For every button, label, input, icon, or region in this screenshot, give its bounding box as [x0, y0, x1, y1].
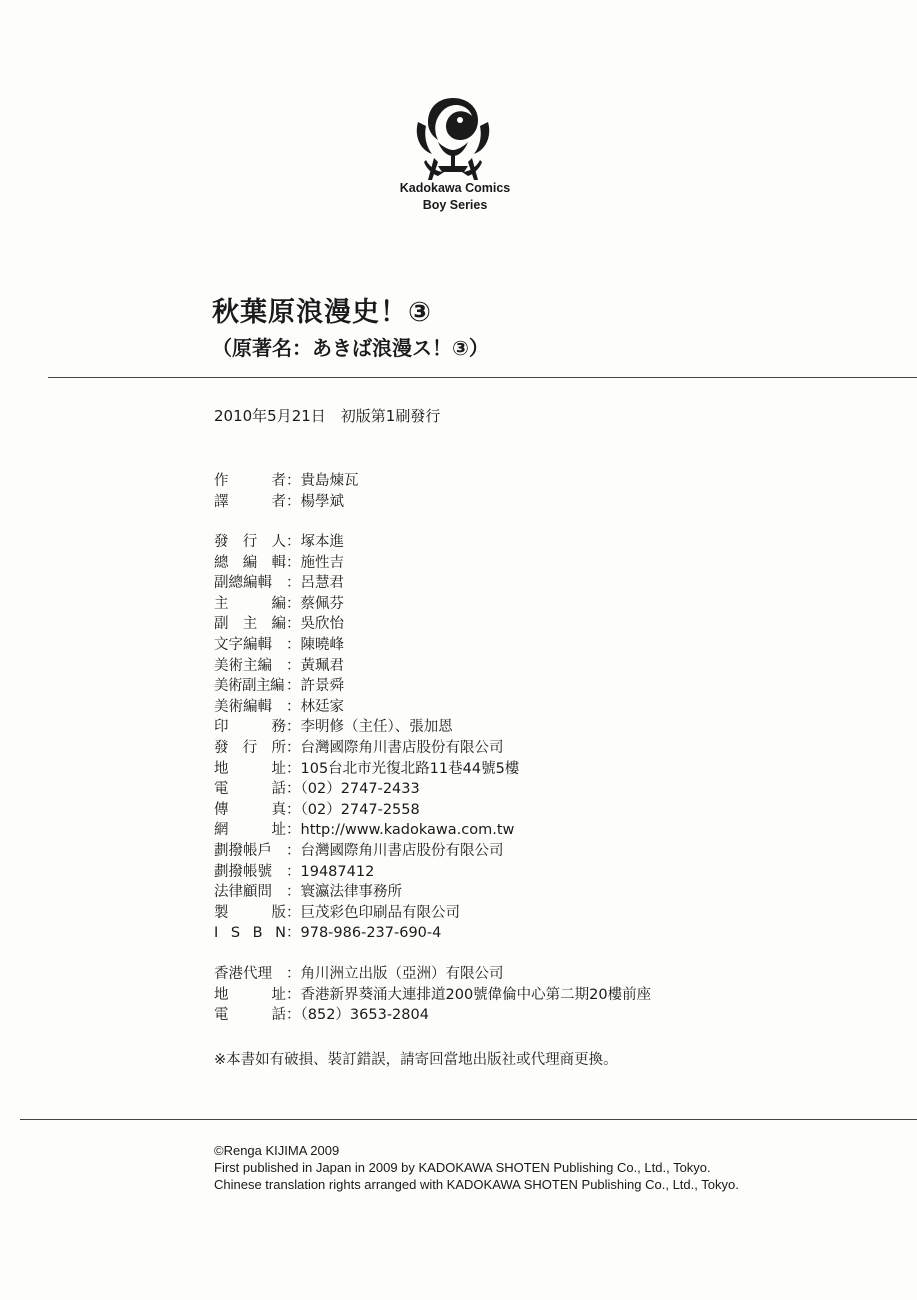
colophon-row	[214, 656, 519, 677]
colophon-row	[214, 759, 519, 780]
row-label-part: 傳	[214, 801, 229, 818]
row-label-part: 美術編輯	[214, 698, 272, 715]
colophon-row	[214, 635, 519, 656]
row-value: ：黃珮君	[286, 657, 344, 674]
row-label-part: 地	[214, 986, 229, 1003]
row-label-part: 作	[214, 473, 229, 489]
row-label-part: 發	[214, 534, 229, 550]
series-label	[380, 180, 530, 214]
colophon-row	[214, 676, 519, 697]
row-label-part: 香港代理	[214, 966, 272, 982]
colophon-row	[214, 738, 519, 759]
row-label	[214, 903, 286, 924]
row-value: ：台灣國際角川書店股份有限公司	[286, 842, 504, 859]
row-value: ：吳欣怡	[286, 616, 344, 633]
colophon-row	[214, 862, 519, 883]
row-label-part: 主	[242, 616, 258, 633]
divider-bottom	[20, 1119, 917, 1120]
row-label	[214, 923, 286, 944]
colophon-row	[214, 841, 519, 862]
row-label	[214, 1005, 286, 1026]
return-note: ※本書如有破損、裝訂錯誤，請寄回當地出版社或代理商更換。	[214, 1052, 618, 1068]
row-label	[214, 532, 286, 553]
row-value: ：許景舜	[286, 678, 344, 695]
row-label-part: 編	[271, 616, 286, 633]
colophon-row	[214, 964, 651, 985]
phoenix-logo-icon	[408, 92, 498, 184]
row-label	[214, 738, 286, 759]
row-value: ：寰瀛法律事務所	[286, 884, 402, 901]
edition-date: 2010年5月21日 初版第1刷發行	[214, 407, 441, 425]
row-label-part: 發	[214, 739, 229, 756]
row-label	[214, 759, 286, 780]
copyright-block	[214, 1142, 739, 1193]
row-value: ：施性吉	[286, 554, 344, 571]
divider-top	[48, 377, 917, 378]
colophon-row	[214, 614, 519, 635]
colophon-row	[214, 903, 519, 924]
row-value: ：（02）2747-2558	[286, 801, 420, 818]
original-title: （原著名：あきば浪漫ス！③）	[212, 336, 489, 360]
row-label-part: 劃撥帳號	[214, 863, 272, 880]
colophon-row	[214, 532, 519, 553]
staff-block	[214, 532, 519, 944]
row-value: ：http://www.kadokawa.com.tw	[286, 822, 515, 839]
row-label	[214, 676, 286, 697]
row-label-part: 話	[271, 1007, 286, 1024]
row-value: ：19487412	[286, 863, 375, 880]
row-label	[214, 614, 286, 635]
row-label-part: 電	[214, 1007, 229, 1024]
row-label-part: 劃撥帳戶	[214, 842, 272, 859]
row-label-part: 文字編輯	[214, 636, 272, 653]
row-value: ：（02）2747-2433	[286, 781, 420, 798]
row-value: ：塚本進	[286, 534, 344, 550]
row-label	[214, 656, 286, 677]
row-label	[214, 492, 286, 513]
copyright-line: Chinese translation rights arranged with KADOKAWA SHOTEN Publishing Co., Ltd., Tokyo.	[214, 1177, 739, 1192]
colophon-row	[214, 985, 651, 1006]
row-label-part: 真	[271, 801, 286, 818]
row-label-part: 行	[242, 534, 258, 550]
row-label-part: 法律顧問	[214, 884, 272, 901]
colophon-row	[214, 717, 519, 738]
row-value: ：楊學斌	[286, 493, 344, 510]
book-title: 秋葉原浪漫史！③	[212, 297, 432, 328]
colophon-row	[214, 882, 519, 903]
colophon-row	[214, 594, 519, 615]
row-label-part: S	[230, 925, 241, 942]
row-label-part: B	[252, 925, 263, 942]
row-label-part: 址	[271, 986, 286, 1003]
row-value: ：台灣國際角川書店股份有限公司	[286, 739, 504, 756]
row-label	[214, 882, 286, 903]
row-label	[214, 471, 286, 492]
credits-block	[214, 471, 359, 512]
colophon-row	[214, 820, 519, 841]
row-label-part: 副總編輯	[214, 575, 272, 592]
row-label-part: 主	[214, 595, 229, 612]
colophon-row	[214, 779, 519, 800]
row-label-part: I	[214, 925, 219, 942]
row-value: ：蔡佩芬	[286, 595, 344, 612]
series-line-1: Kadokawa Comics	[399, 181, 511, 195]
row-label	[214, 594, 286, 615]
colophon-row	[214, 492, 359, 513]
colophon-row	[214, 1005, 651, 1026]
row-label	[214, 573, 286, 594]
row-label-part: 址	[271, 760, 286, 777]
row-label-part: 所	[271, 739, 286, 756]
copyright-line: First published in Japan in 2009 by KADOKAWA SHOTEN Publishing Co., Ltd., Tokyo.	[214, 1160, 711, 1175]
row-label-part: 版	[271, 904, 286, 921]
row-label-part: 譯	[214, 493, 229, 510]
row-value: ：（852）3653-2804	[286, 1007, 429, 1024]
colophon-row	[214, 471, 359, 492]
colophon-row	[214, 923, 519, 944]
row-label-part: 地	[214, 760, 229, 777]
row-value: ：林廷家	[286, 698, 344, 715]
row-label-part: 製	[214, 904, 229, 921]
row-label-part: 網	[214, 822, 229, 839]
row-label	[214, 964, 286, 985]
row-label-part: 務	[271, 719, 286, 736]
row-label-part: 者	[271, 493, 286, 510]
series-line-2: Boy Series	[422, 198, 488, 212]
row-label-part: 話	[271, 781, 286, 798]
row-value: ：貴島煉瓦	[286, 473, 359, 489]
row-value: ：角川洲立出版（亞洲）有限公司	[286, 966, 504, 982]
row-label	[214, 553, 286, 574]
row-value: ：陳曉峰	[286, 636, 344, 653]
row-label	[214, 635, 286, 656]
row-label-part: 輯	[271, 554, 286, 571]
row-label-part: 印	[214, 719, 229, 736]
row-value: ：呂慧君	[286, 575, 344, 592]
colophon-row	[214, 553, 519, 574]
colophon-row	[214, 573, 519, 594]
row-label-part: 電	[214, 781, 229, 798]
row-label-part: 美術主編	[214, 657, 272, 674]
row-label	[214, 841, 286, 862]
row-value: ：香港新界葵涌大連排道200號偉倫中心第二期20樓前座	[286, 986, 652, 1003]
row-label-part: 編	[242, 554, 258, 571]
row-label	[214, 800, 286, 821]
row-label-part: 美術副主編	[214, 678, 284, 695]
row-label	[214, 862, 286, 883]
copyright-line: ©Renga KIJIMA 2009	[214, 1143, 340, 1158]
row-value: ：巨茂彩色印刷品有限公司	[286, 904, 460, 921]
hk-agent-block	[214, 964, 651, 1026]
colophon-row	[214, 697, 519, 718]
row-value: ：105台北市光復北路11巷44號5樓	[286, 760, 520, 777]
row-label-part: 址	[271, 822, 286, 839]
colophon-row	[214, 800, 519, 821]
row-label	[214, 779, 286, 800]
row-label-part: 者	[271, 473, 286, 489]
row-label-part: 人	[271, 534, 286, 550]
row-label	[214, 717, 286, 738]
row-label	[214, 820, 286, 841]
row-label	[214, 697, 286, 718]
row-value: ：978-986-237-690-4	[286, 925, 442, 942]
row-label-part: 總	[214, 554, 229, 571]
row-value: ：李明修（主任）、張加恩	[286, 719, 453, 736]
row-label-part: 行	[242, 739, 258, 756]
row-label-part: 副	[214, 616, 229, 633]
row-label-part: N	[275, 925, 286, 942]
row-label-part: 編	[271, 595, 286, 612]
row-label	[214, 985, 286, 1006]
